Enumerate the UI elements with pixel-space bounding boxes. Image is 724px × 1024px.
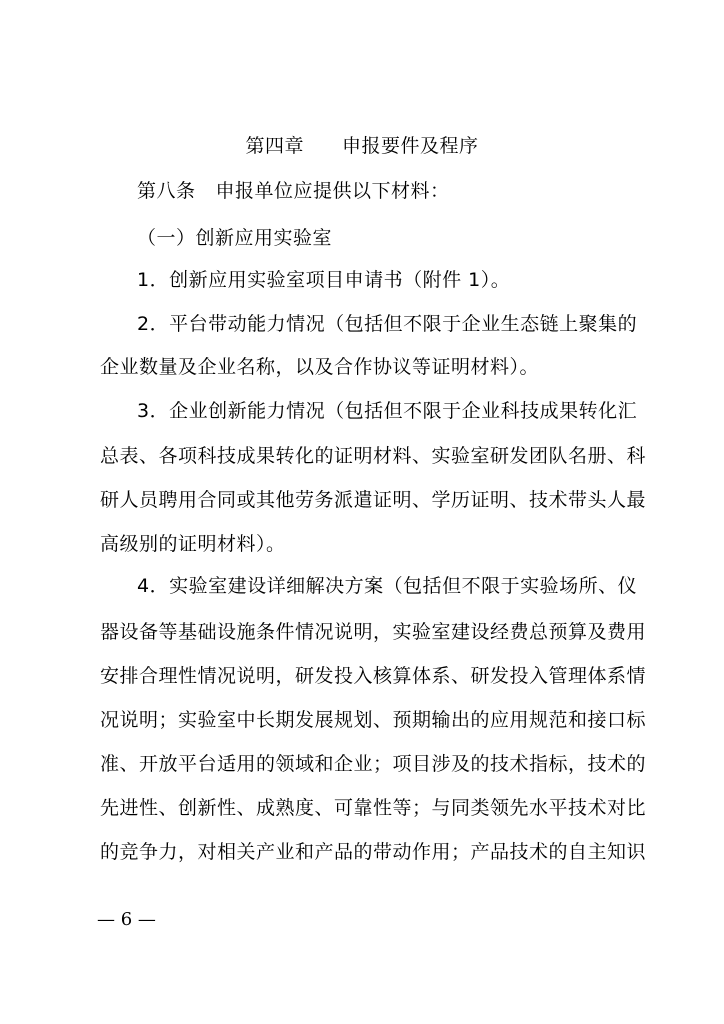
paragraph-line: 总表、各项科技成果转化的证明材料、实验室研发团队名册、科 xyxy=(100,445,647,467)
paragraph-line: 4．实验室建设详细解决方案（包括但不限于实验场所、仪 xyxy=(137,575,638,597)
chapter-subtitle: 申报要件及程序 xyxy=(342,135,479,157)
paragraph-line: 3．企业创新能力情况（包括但不限于企业科技成果转化汇 xyxy=(137,400,638,422)
paragraph-line: 研人员聘用合同或其他劳务派遣证明、学历证明、技术带头人最 xyxy=(100,489,647,511)
section-heading: （一）创新应用实验室 xyxy=(137,227,333,249)
paragraph-line: 企业数量及企业名称，以及合作协议等证明材料）。 xyxy=(100,356,540,378)
paragraph-line: 况说明；实验室中长期发展规划、预期输出的应用规范和接口标 xyxy=(100,709,647,731)
paragraph-line: 准、开放平台适用的领域和企业；项目涉及的技术指标，技术的 xyxy=(100,753,647,775)
paragraph-line: 器设备等基础设施条件情况说明，实验室建设经费总预算及费用 xyxy=(100,621,647,643)
paragraph-line: 1．创新应用实验室项目申请书（附件 1）。 xyxy=(137,269,511,291)
chapter-heading xyxy=(0,134,724,158)
paragraph-line: 安排合理性情况说明，研发投入核算体系、研发投入管理体系情 xyxy=(100,665,647,687)
article-label: 第八条 xyxy=(137,180,196,202)
paragraph-line: 2．平台带动能力情况（包括但不限于企业生态链上聚集的 xyxy=(137,313,638,335)
paragraph-line: 先进性、创新性、成熟度、可靠性等；与同类领先水平技术对比 xyxy=(100,797,647,819)
chapter-title: 第四章 xyxy=(245,135,304,157)
article-text: 申报单位应提供以下材料： xyxy=(215,180,450,202)
page-number: — 6 — xyxy=(97,909,156,930)
article-heading xyxy=(137,179,450,203)
paragraph-line: 的竞争力，对相关产业和产品的带动作用；产品技术的自主知识 xyxy=(100,841,647,863)
paragraph-line: 高级别的证明材料）。 xyxy=(100,533,286,555)
